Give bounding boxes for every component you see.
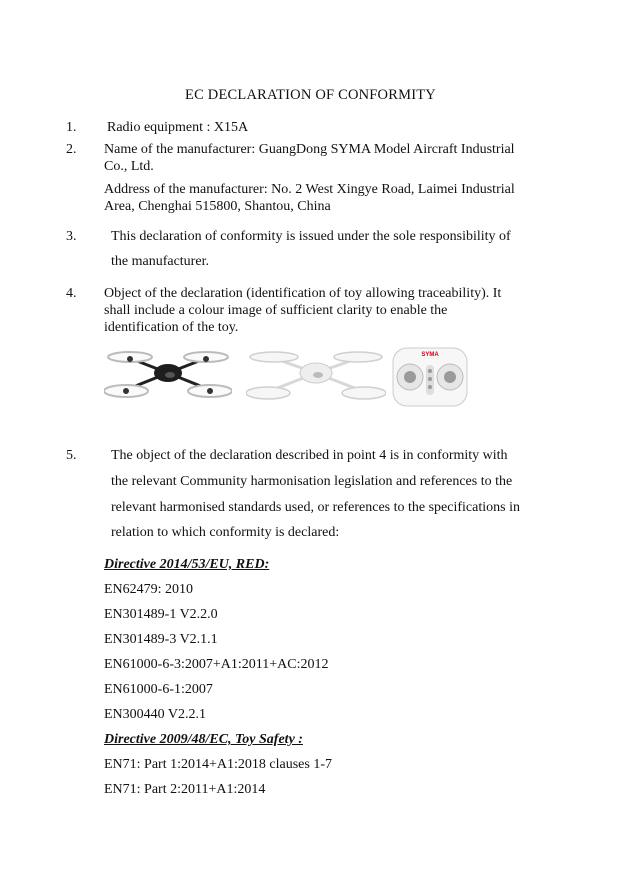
remote-brand-logo: SYMA [421, 352, 439, 358]
item-number-5: 5. [66, 448, 77, 463]
directive-heading-red: Directive 2014/53/EU, RED: [104, 557, 270, 572]
item-text-5-line2: the relevant Community harmonisation legislation and references to the [111, 474, 513, 489]
white-drone-image [246, 345, 386, 407]
item-text-4-line2: shall include a colour image of sufficient clarity to enable the [104, 303, 448, 318]
item-number-1: 1. [66, 120, 77, 135]
item-text-3-line2: the manufacturer. [111, 254, 209, 269]
directive-heading-toy-safety: Directive 2009/48/EC, Toy Safety : [104, 732, 303, 747]
page-title: EC DECLARATION OF CONFORMITY [185, 87, 436, 103]
standard-item: EN71: Part 1:2014+A1:2018 clauses 1-7 [104, 757, 332, 772]
standard-item: EN301489-1 V2.2.0 [104, 607, 218, 622]
item-text-4-line3: identification of the toy. [104, 320, 239, 335]
item-text-1: Radio equipment : X15A [107, 120, 249, 135]
manufacturer-address-line2: Area, Chenghai 515800, Shantou, China [104, 199, 331, 214]
standard-item: EN71: Part 2:2011+A1:2014 [104, 782, 266, 797]
standard-item: EN300440 V2.2.1 [104, 707, 207, 722]
standard-item: EN301489-3 V2.1.1 [104, 632, 218, 647]
standard-item: EN61000-6-3:2007+A1:2011+AC:2012 [104, 657, 329, 672]
manufacturer-name-line2: Co., Ltd. [104, 159, 154, 174]
item-number-4: 4. [66, 286, 77, 301]
standard-item: EN61000-6-1:2007 [104, 682, 213, 697]
item-text-5-line1: The object of the declaration described in point 4 is in conformity with [111, 448, 508, 463]
dark-drone-image [104, 345, 232, 407]
item-text-5-line3: relevant harmonised standards used, or references to the specifications in [111, 500, 520, 515]
item-text-4-line1: Object of the declaration (identification of toy allowing traceability). It [104, 286, 502, 301]
item-text-5-line4: relation to which conformity is declared: [111, 525, 340, 540]
manufacturer-address-line1: Address of the manufacturer: No. 2 West Xingye Road, Laimei Industrial [104, 182, 515, 197]
item-number-3: 3. [66, 229, 77, 244]
item-number-2: 2. [66, 142, 77, 157]
manufacturer-name-line1: Name of the manufacturer: GuangDong SYMA Model Aircraft Industrial [104, 142, 515, 157]
standard-item: EN62479: 2010 [104, 582, 194, 597]
item-text-3-line1: This declaration of conformity is issued under the sole responsibility of [111, 229, 511, 244]
